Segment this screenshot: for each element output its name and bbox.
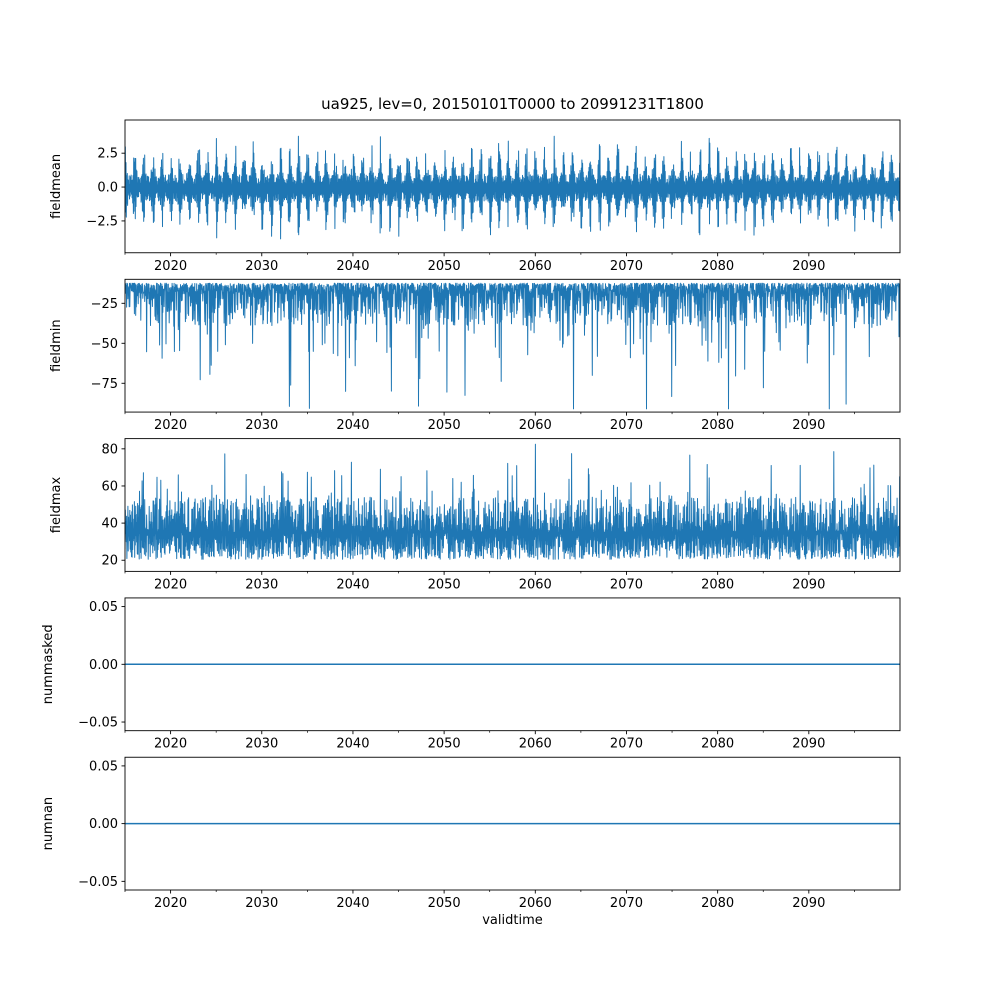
y-tick-label: 20	[101, 553, 118, 569]
y-tick-label: 0.05	[89, 600, 118, 616]
x-tick-label: 2030	[245, 577, 279, 593]
x-tick-label: 2070	[609, 896, 644, 911]
y-tick-label: −0.05	[78, 715, 118, 731]
x-tick-label: 2090	[792, 418, 826, 434]
y-tick-label: 0.0	[97, 180, 118, 196]
x-tick-label: 2030	[245, 258, 279, 274]
y-tick-label: 80	[101, 442, 118, 458]
x-tick-label: 2020	[154, 896, 188, 911]
x-tick-label: 2030	[245, 896, 279, 911]
y-tick-label: −75	[90, 376, 118, 392]
x-tick-label: 2020	[154, 736, 188, 752]
x-axis-label: validtime	[482, 913, 543, 928]
x-tick-label: 2080	[701, 577, 735, 593]
x-tick-label: 2080	[701, 736, 735, 752]
x-tick-label: 2070	[609, 736, 644, 752]
y-tick-label: −0.05	[78, 874, 118, 890]
y-tick-label: 0.00	[89, 657, 118, 673]
x-tick-label: 2030	[245, 418, 279, 434]
nummasked-ylabel: nummasked	[41, 624, 56, 705]
x-tick-label: 2020	[154, 258, 188, 274]
x-tick-label: 2060	[518, 258, 552, 274]
x-tick-label: 2050	[427, 896, 461, 911]
y-tick-label: −25	[90, 296, 118, 312]
x-tick-label: 2020	[154, 418, 188, 434]
x-tick-label: 2060	[518, 736, 552, 752]
x-tick-label: 2060	[518, 418, 552, 434]
y-tick-label: 0.00	[89, 817, 118, 833]
x-tick-label: 2020	[154, 577, 188, 593]
x-tick-label: 2040	[336, 258, 370, 274]
x-tick-label: 2040	[336, 736, 370, 752]
x-tick-label: 2080	[701, 896, 735, 911]
x-tick-label: 2070	[609, 418, 644, 434]
x-tick-label: 2090	[792, 896, 826, 911]
x-tick-label: 2080	[701, 418, 735, 434]
y-tick-label: −50	[90, 336, 118, 352]
x-tick-label: 2050	[427, 736, 461, 752]
x-tick-label: 2060	[518, 577, 552, 593]
x-tick-label: 2090	[792, 258, 826, 274]
chart-title: ua925, lev=0, 20150101T0000 to 20991231T1800	[321, 95, 704, 113]
x-tick-label: 2040	[336, 577, 370, 593]
y-tick-label: 0.05	[89, 759, 118, 775]
x-tick-label: 2060	[518, 896, 552, 911]
fieldmean-series	[125, 136, 900, 239]
y-tick-label: 60	[101, 479, 118, 495]
x-tick-label: 2050	[427, 418, 461, 434]
numnan-ylabel: numnan	[41, 796, 56, 851]
x-tick-label: 2050	[427, 258, 461, 274]
x-tick-label: 2070	[609, 577, 644, 593]
x-tick-label: 2040	[336, 896, 370, 911]
fieldmax-series	[125, 444, 900, 559]
x-tick-label: 2070	[609, 258, 644, 274]
fieldmax-ylabel: fieldmax	[49, 476, 64, 534]
x-tick-label: 2030	[245, 736, 279, 752]
fieldmean-ylabel: fieldmean	[49, 153, 64, 219]
fieldmin-ylabel: fieldmin	[49, 319, 64, 372]
x-tick-label: 2040	[336, 418, 370, 434]
y-tick-label: 40	[101, 516, 118, 532]
x-tick-label: 2090	[792, 736, 826, 752]
x-tick-label: 2090	[792, 577, 826, 593]
y-tick-label: 2.5	[97, 146, 118, 162]
fieldmin-series	[125, 283, 900, 409]
x-tick-label: 2050	[427, 577, 461, 593]
y-tick-label: −2.5	[86, 214, 118, 230]
x-tick-label: 2080	[701, 258, 735, 274]
